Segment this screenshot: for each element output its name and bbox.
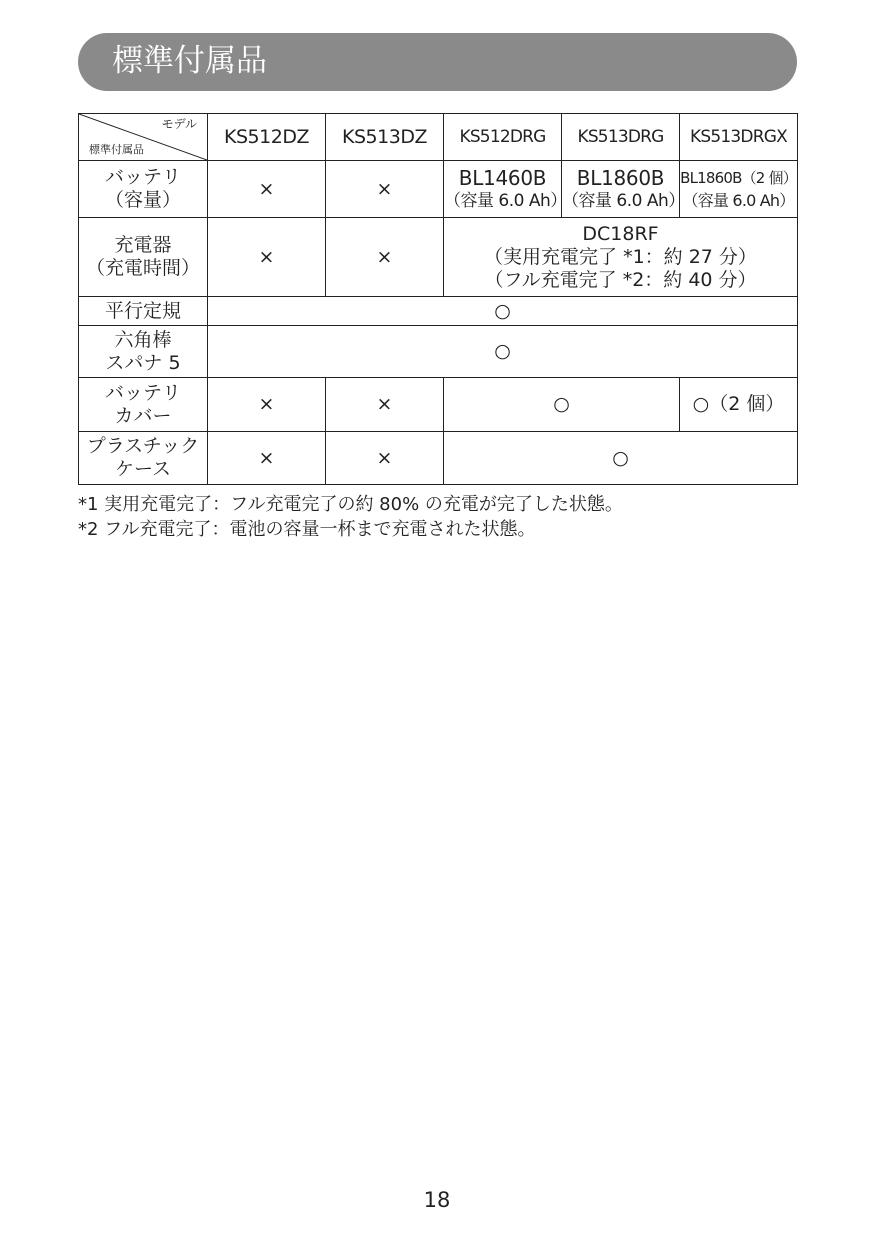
not-included-mark: × [326,378,444,432]
not-included-mark: × [326,161,444,218]
row-label-line: プラスチック [86,435,200,457]
row-label [79,161,208,218]
battery-cell [444,161,567,218]
corner-model-label: モデル [161,117,197,131]
row-label-line: バッテリ [104,381,181,404]
charger-cell [444,218,798,297]
model-header: KS513DZ [326,114,444,161]
corner-cell [79,114,208,161]
row-label [79,432,208,485]
section-title: 標準付属品 [112,43,267,79]
included-mark: ○ [444,432,798,485]
table-row [79,378,798,432]
included-mark: ○ [444,378,680,432]
table-row [79,432,798,485]
not-included-mark: × [208,378,326,432]
not-included-mark: × [208,218,326,297]
included-mark: ○ [208,326,798,378]
row-label-line: 充電器 [114,234,172,256]
battery-cell [562,161,685,218]
not-included-mark: × [208,432,326,485]
table-row [79,218,798,297]
accessories-table [78,113,798,485]
row-label-line: カバー [114,404,172,427]
row-label-line: スパナ 5 [105,351,181,374]
section-header [78,33,797,91]
page-number: 18 [423,1188,451,1212]
battery-capacity: （容量 6.0 Ah） [444,191,567,211]
row-label-line: （充電時間） [85,257,200,279]
row-label [79,378,208,432]
corner-accessory-label: 標準付属品 [89,143,144,156]
included-mark: ○ [208,297,798,326]
row-label-line: ケース [114,458,172,480]
not-included-mark: × [326,218,444,297]
battery-cell [680,161,798,218]
charger-practical-time: （実用充電完了 *1：約 27 分） [484,245,757,268]
row-label [79,218,208,297]
battery-model: BL1460B [458,166,547,190]
battery-model: BL1860B（2 個） [680,169,797,187]
row-label-line: バッテリ [104,166,181,188]
model-header: KS512DZ [208,114,326,161]
not-included-mark: × [208,161,326,218]
charger-model: DC18RF [582,222,659,245]
row-label-line: 六角棒 [114,328,172,351]
battery-model: BL1860B [576,166,665,190]
footnotes [78,492,838,542]
model-header: KS513DRGX [680,114,798,161]
model-header: KS513DRG [562,114,680,161]
included-mark: ○（2 個） [680,378,798,432]
battery-capacity: （容量 6.0 Ah） [682,191,795,210]
table-row [79,161,798,218]
table-row [79,326,798,378]
row-label [79,326,208,378]
model-header: KS512DRG [444,114,562,161]
not-included-mark: × [326,432,444,485]
row-label: 平行定規 [79,297,208,326]
battery-capacity: （容量 6.0 Ah） [562,191,685,211]
table-header-row [79,114,798,161]
charger-full-time: （フル充電完了 *2：約 40 分） [484,268,757,291]
row-label-line: （容量） [104,189,181,211]
table-row [79,297,798,326]
footnote: *2 フル充電完了：電池の容量一杯まで充電された状態。 [78,519,536,540]
footnote: *1 実用充電完了：フル充電完了の約 80% の充電が完了した状態。 [78,494,623,515]
